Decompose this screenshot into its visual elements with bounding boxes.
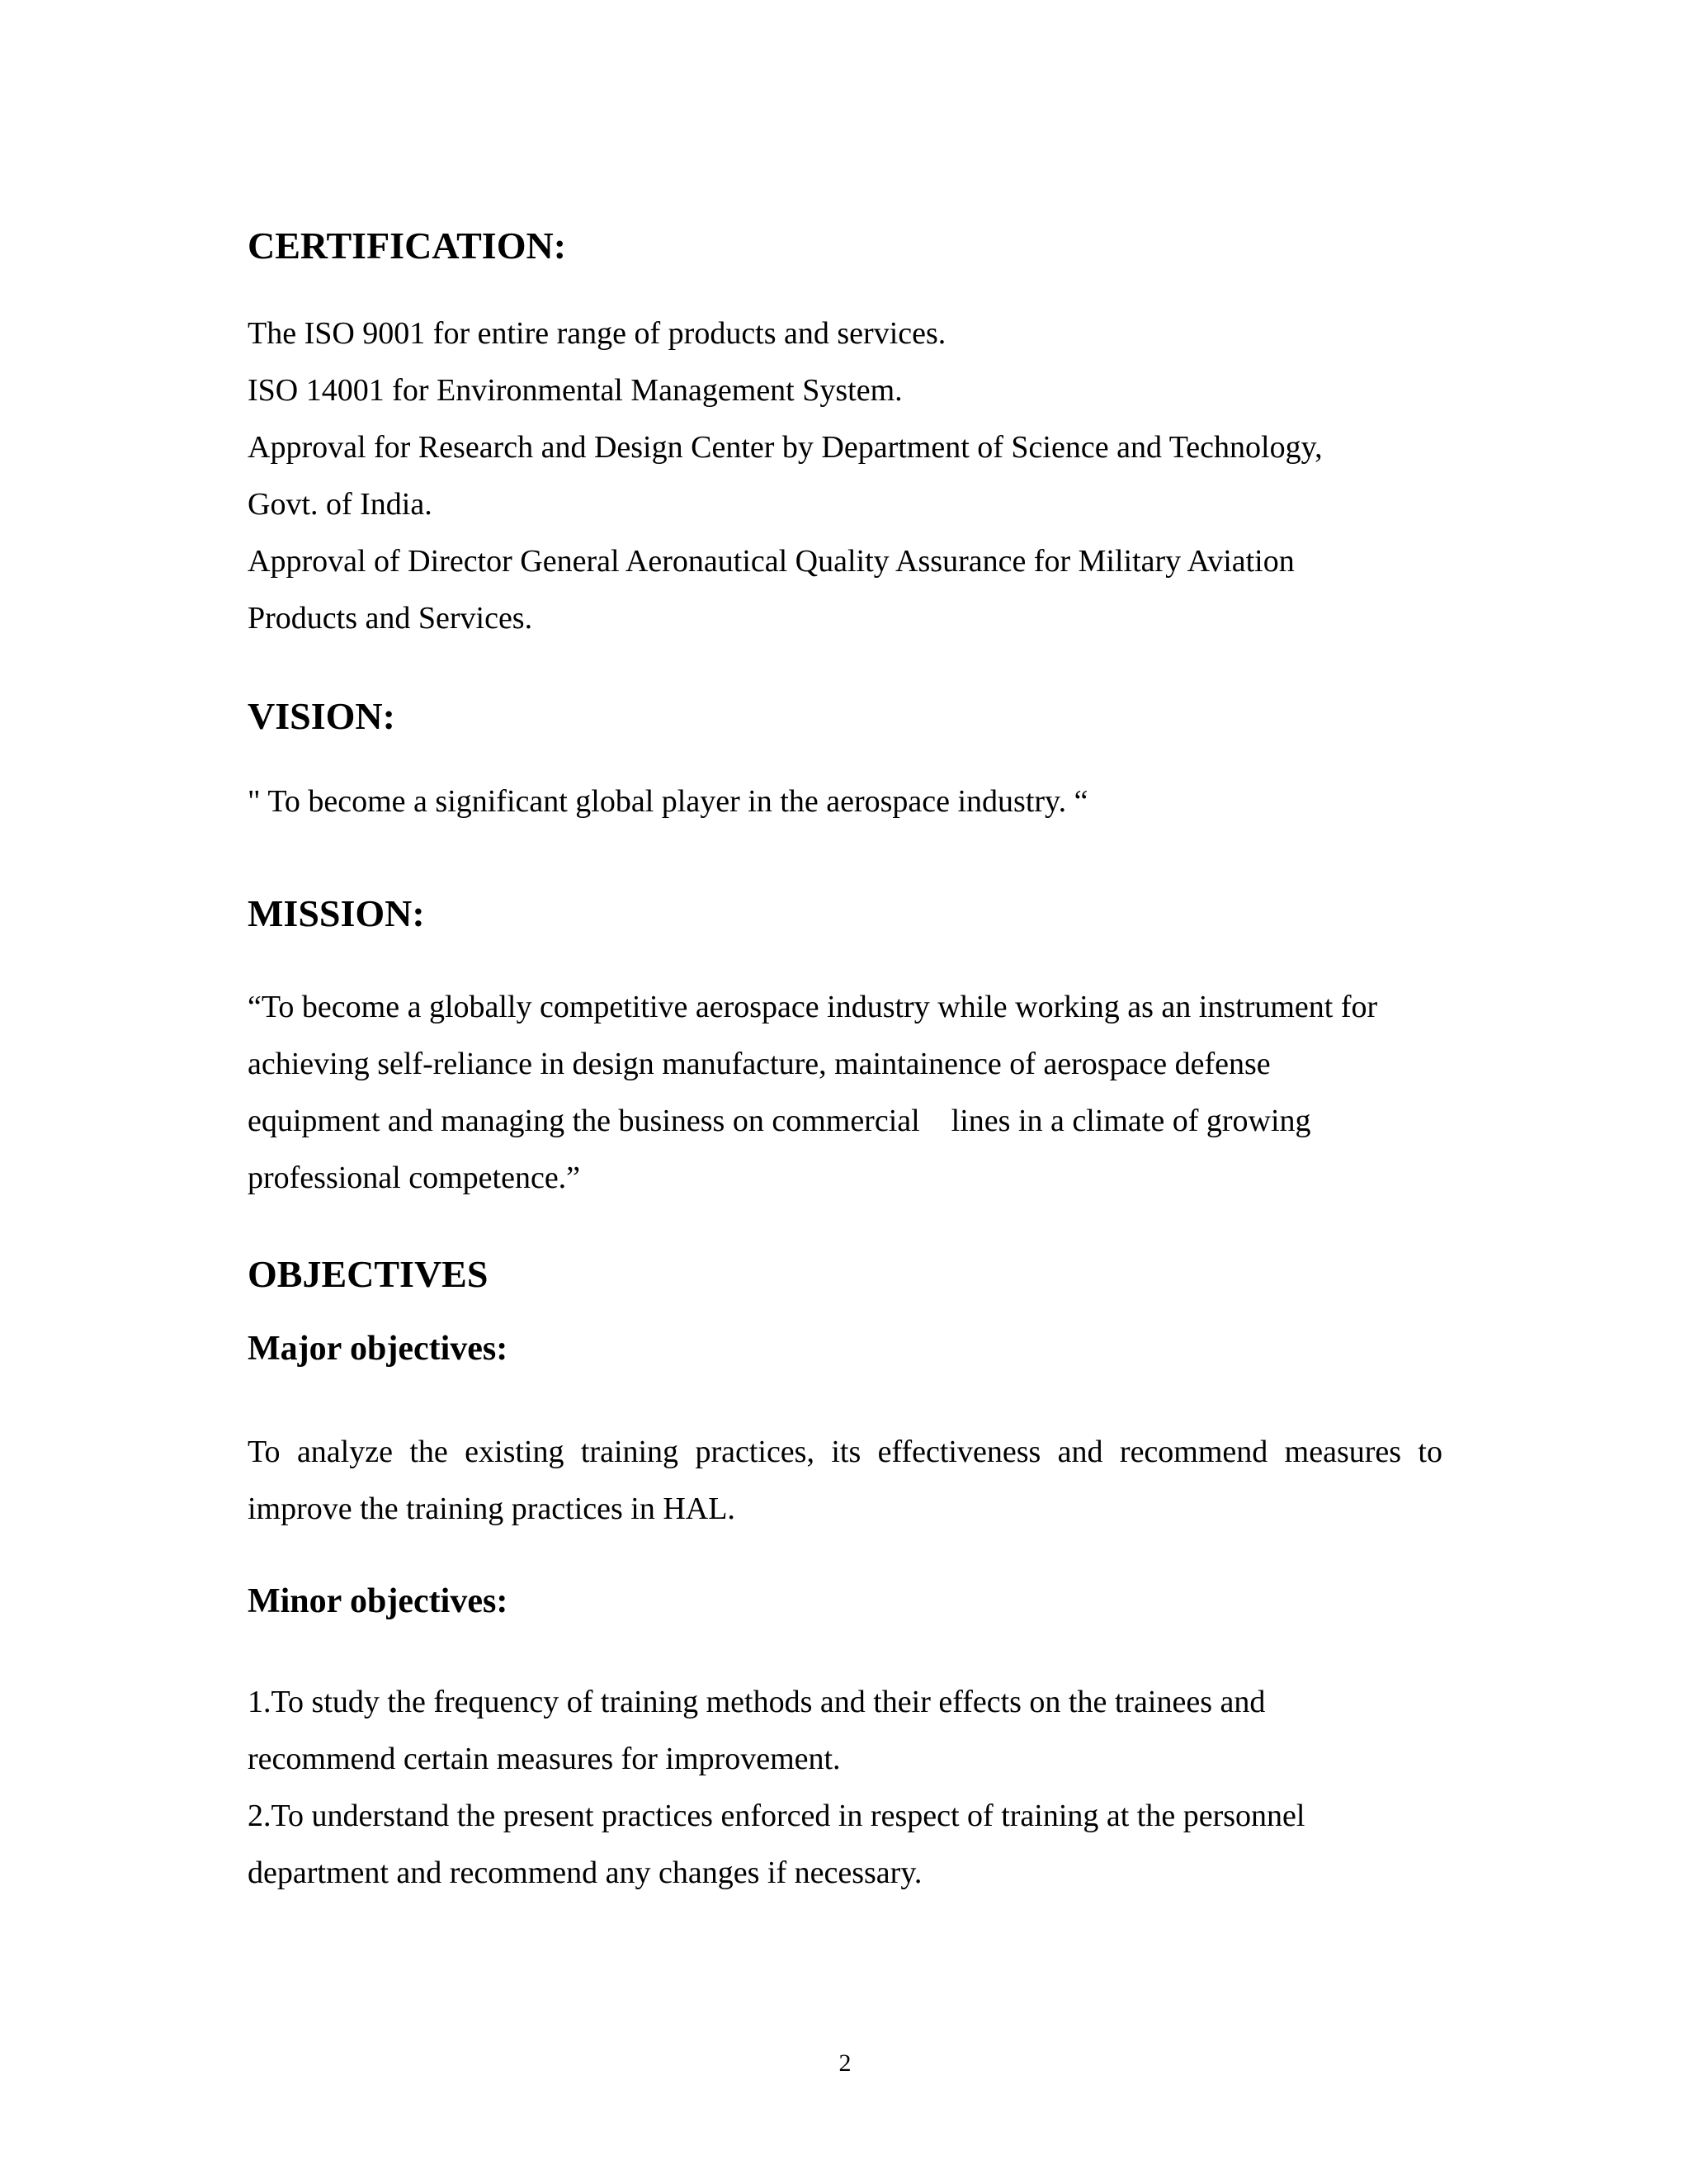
- minor-objective-line: department and recommend any changes if necessary.: [248, 1855, 923, 1890]
- mission-heading: MISSION:: [248, 892, 425, 934]
- mission-line: equipment and managing the business on commercial lines in a climate of growing: [248, 1104, 1311, 1138]
- certification-line: Approval for Research and Design Center by Department of Science and Technology,: [248, 430, 1323, 465]
- vision-text: " To become a significant global player in the aerospace industry. “: [248, 784, 1088, 819]
- minor-objective-line: 1.To study the frequency of training methods and their effects on the trainees and: [248, 1685, 1266, 1719]
- mission-line: achieving self-reliance in design manufacture, maintainence of aerospace defense: [248, 1047, 1271, 1081]
- mission-line: “To become a globally competitive aerospace industry while working as an instrument for: [248, 990, 1378, 1024]
- certification-line: ISO 14001 for Environmental Management System.: [248, 373, 903, 408]
- major-objectives-text: To analyze the existing training practices, its effectiveness and recommend measures to improve the training practices in HAL.: [248, 1435, 1442, 1526]
- minor-objective-line: 2.To understand the present practices enforced in respect of training at the personnel: [248, 1799, 1305, 1833]
- major-objectives-heading: Major objectives:: [248, 1330, 508, 1368]
- minor-objective-line: recommend certain measures for improvement.: [248, 1742, 841, 1776]
- mission-line: professional competence.”: [248, 1161, 581, 1195]
- certification-heading: CERTIFICATION:: [248, 225, 567, 267]
- page-number: 2: [838, 2049, 852, 2077]
- objectives-heading: OBJECTIVES: [248, 1253, 489, 1295]
- minor-objectives-heading: Minor objectives:: [248, 1582, 508, 1620]
- certification-line: The ISO 9001 for entire range of products and services.: [248, 316, 946, 351]
- certification-line: Approval of Director General Aeronautical Quality Assurance for Military Aviation: [248, 544, 1295, 579]
- vision-heading: VISION:: [248, 695, 395, 737]
- certification-line: Products and Services.: [248, 601, 533, 636]
- certification-line: Govt. of India.: [248, 487, 432, 522]
